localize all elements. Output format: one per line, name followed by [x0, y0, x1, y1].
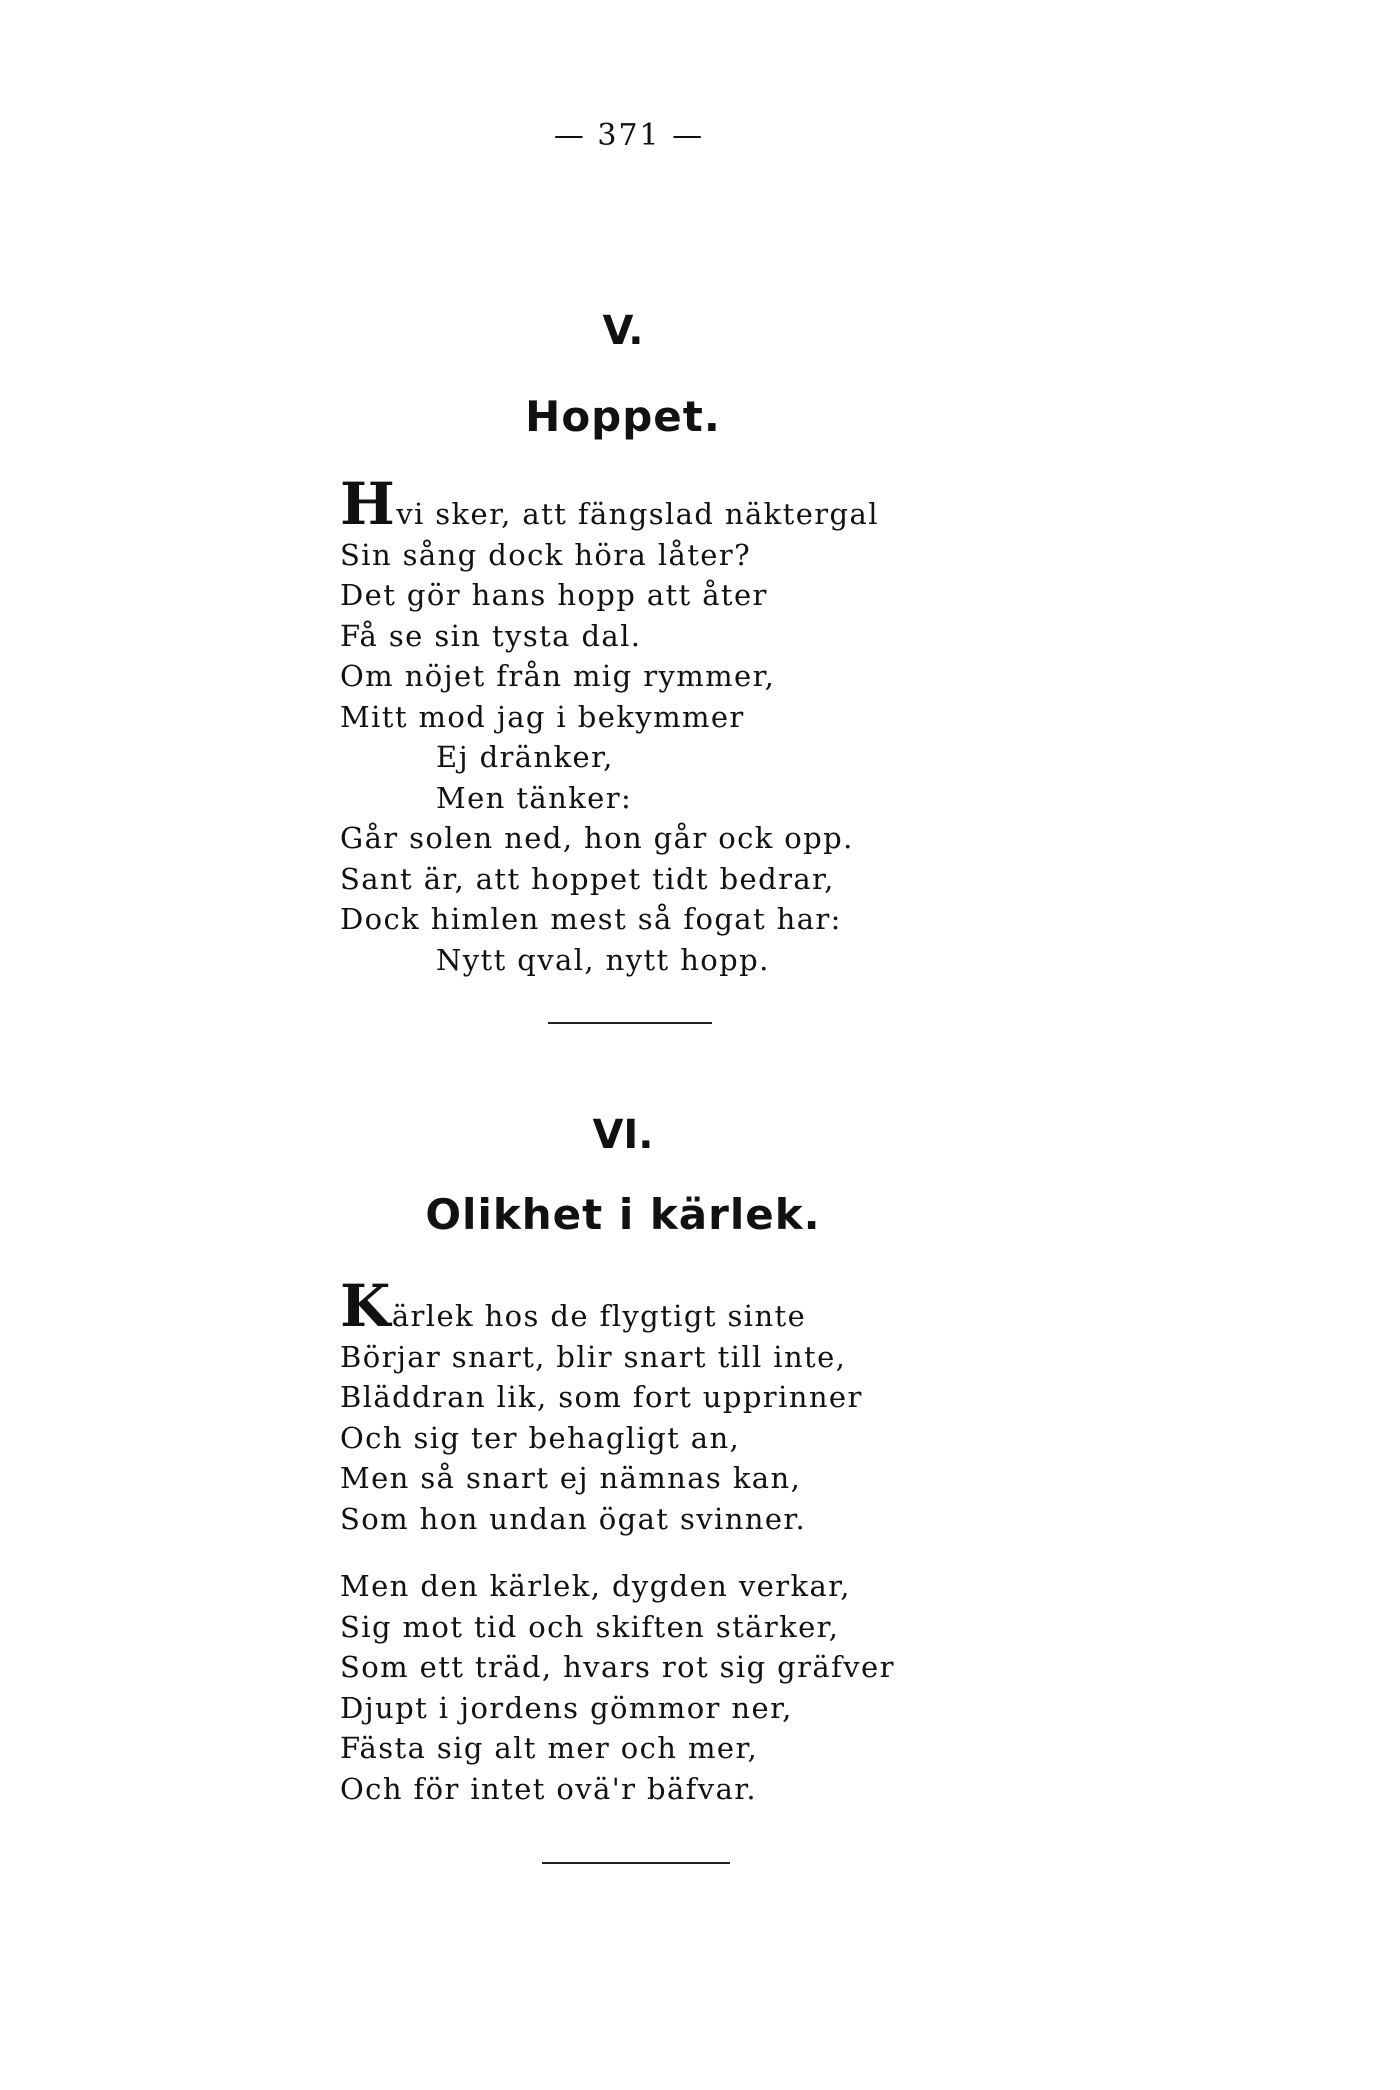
- poem-line: Få se sin tysta dal.: [340, 618, 642, 653]
- poem-line: Mitt mod jag i bekymmer: [340, 699, 745, 734]
- poem-stanza: [340, 1272, 1320, 1539]
- poem-line: Ej dränker,: [436, 740, 614, 774]
- drop-cap: H: [340, 470, 397, 538]
- poem-line: Sig mot tid och skiften stärker,: [340, 1609, 840, 1644]
- section-divider: [548, 1022, 712, 1024]
- poem-line: Och sig ter behagligt an,: [340, 1420, 741, 1455]
- poem-line: Om nöjet från mig rymmer,: [340, 659, 776, 693]
- poem-title: Hoppet.: [525, 392, 721, 441]
- poem-line: Börjar snart, blir snart till inte,: [340, 1339, 847, 1374]
- poem-line: Går solen ned, hon går ock opp.: [340, 821, 854, 855]
- poem-line: Sant är, att hoppet tidt bedrar,: [340, 861, 835, 896]
- poem-line: Nytt qval, nytt hopp.: [436, 942, 770, 977]
- poem-line: Det gör hans hopp att åter: [340, 578, 768, 612]
- poem-line: Men den kärlek, dygden verkar,: [340, 1569, 851, 1603]
- poem-line: Bläddran lik, som fort upprinner: [340, 1380, 863, 1414]
- poem-line: Dock himlen mest så fogat har:: [340, 902, 842, 936]
- section-divider: [542, 1862, 730, 1864]
- poem-line: Men så snart ej nämnas kan,: [340, 1461, 802, 1495]
- drop-cap: K: [340, 1272, 392, 1340]
- poem-stanza: [340, 1566, 1320, 1809]
- section-numeral: VI.: [592, 1112, 654, 1158]
- poem-line: Som ett träd, hvars rot sig gräfver: [340, 1650, 895, 1684]
- poem-line: Och för intet ovä'r bäfvar.: [340, 1771, 757, 1806]
- poem-line: Kärlek hos de flygtigt sinte: [340, 1272, 807, 1340]
- poem-title: Olikhet i kärlek.: [425, 1190, 821, 1239]
- poem-line: Hvi sker, att fängslad näktergal: [340, 470, 879, 538]
- section-numeral: V.: [602, 308, 644, 354]
- poem-line: Fästa sig alt mer och mer,: [340, 1731, 759, 1765]
- poem-stanza: [340, 470, 1320, 980]
- page-number: — 371 —: [553, 118, 705, 153]
- poem-line: Men tänker:: [436, 780, 633, 815]
- poem-line: Som hon undan ögat svinner.: [340, 1501, 807, 1536]
- poem-line: Sin sång dock höra låter?: [340, 537, 752, 572]
- poem-line: Djupt i jordens gömmor ner,: [340, 1690, 793, 1725]
